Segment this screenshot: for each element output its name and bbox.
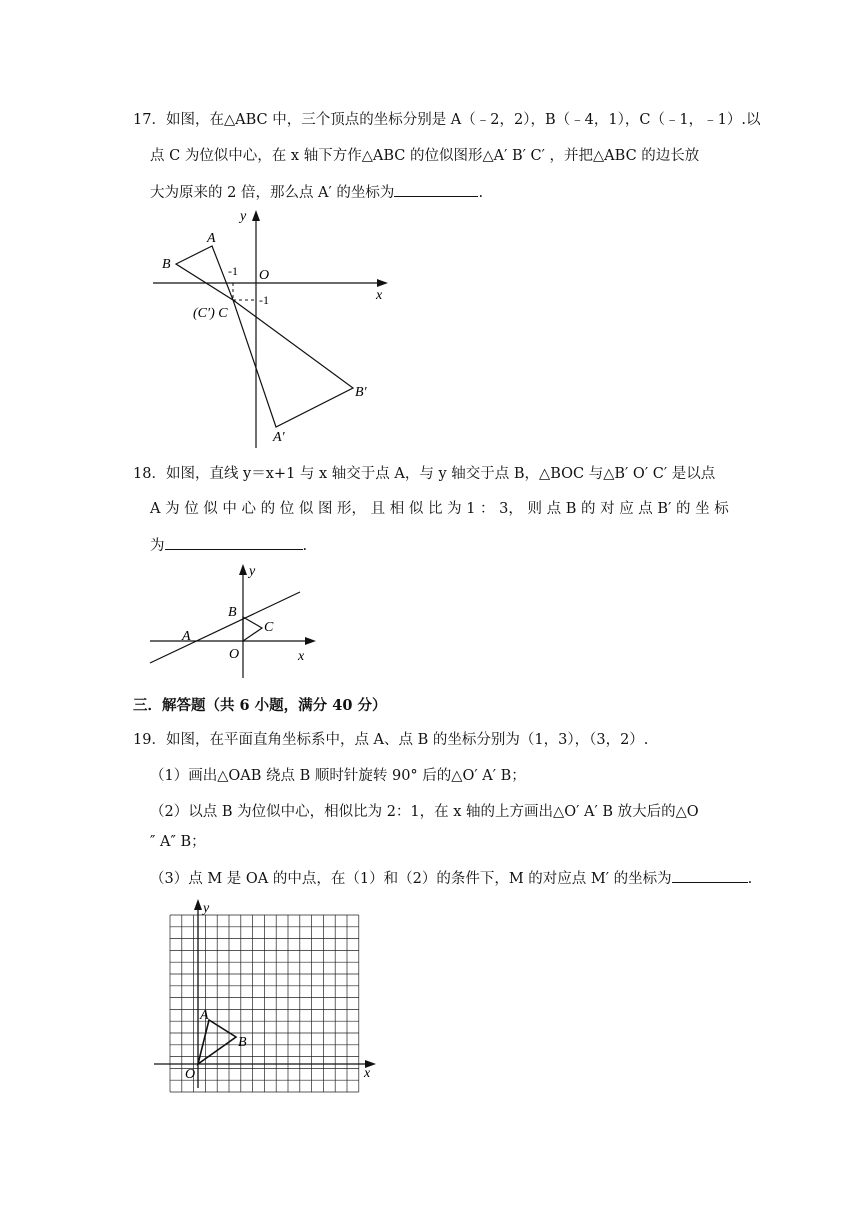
- q17-label-x: x: [376, 288, 383, 303]
- q17-label-c: (C′) C: [193, 306, 228, 321]
- q17-label-a: A: [207, 231, 216, 246]
- q17-label-a2: A′: [273, 430, 285, 445]
- q17-label-y: y: [240, 209, 247, 224]
- q19-label-x: x: [364, 1066, 371, 1081]
- q17-triangle-abc: [176, 246, 233, 300]
- q18-line-3-text: 为: [150, 538, 165, 554]
- q18-line-1: 18．如图，直线 y＝x+1 与 x 轴交于点 A，与 y 轴交于点 B，△BOC 与△B′ O′ C′ 是以点: [133, 466, 716, 482]
- q17-triangle-a2b2c2: [233, 300, 353, 427]
- q17-label-b2: B′: [355, 385, 367, 400]
- q19-part-1: （1）画出△OAB 绕点 B 顺时针旋转 90° 后的△O′ A′ B；: [150, 768, 526, 784]
- q19-part-3: [150, 867, 752, 889]
- q18-line-y-x-plus-1: [150, 592, 300, 663]
- q18-label-x: x: [298, 649, 305, 664]
- q17-x-axis-arrow-icon: [377, 279, 388, 287]
- q19-line-1: 19．如图，在平面直角坐标系中，点 A、点 B 的坐标分别为（1，3），（3，2）.: [133, 732, 649, 748]
- q17-line-1: 17．如图，在△ABC 中，三个顶点的坐标分别是 A（﹣2，2），B（﹣4，1），C（﹣1，﹣1）.以: [133, 112, 761, 128]
- q17-tick-x: -1: [228, 264, 238, 278]
- q17-line-2: 点 C 为位似中心，在 x 轴下方作△ABC 的位似图形△A′ B′ C′ ，并把△ABC 的边长放: [150, 148, 700, 164]
- q17-label-b: B: [162, 257, 171, 272]
- q18-label-origin: O: [229, 647, 240, 662]
- q17-label-origin: O: [259, 268, 270, 283]
- q18-line-3-end: .: [302, 538, 308, 554]
- q17-line-3: [150, 181, 483, 203]
- q19-part-3-end: .: [747, 871, 753, 887]
- q19-y-axis-arrow-icon: [194, 899, 202, 910]
- q18-triangle-boc: [243, 617, 262, 641]
- q19-part-2a: （2）以点 B 为位似中心，相似比为 2：1，在 x 轴的上方画出△O′ A′ B 放大后的△O: [150, 804, 699, 820]
- q19-answer-blank[interactable]: [672, 867, 748, 883]
- q19-label-b: B: [238, 1035, 247, 1050]
- q19-label-a: A: [200, 1008, 209, 1023]
- q18-figure: [145, 560, 325, 680]
- q19-part-2b: ″ A″ B；: [150, 834, 206, 850]
- q19-label-y: y: [203, 901, 210, 916]
- q18-line-3: [150, 534, 307, 556]
- section-3-title: 三．解答题（共 6 小题，满分 40 分）: [133, 697, 387, 714]
- q17-line-3-end: .: [478, 185, 484, 201]
- q19-part-3-text: （3）点 M 是 OA 的中点，在（1）和（2）的条件下，M 的对应点 M′ 的坐标为: [150, 871, 672, 887]
- q17-line-3-text: 大为原来的 2 倍，那么点 A′ 的坐标为: [150, 185, 395, 201]
- q17-y-axis-arrow-icon: [252, 210, 260, 221]
- q18-line-2: A 为 位 似 中 心 的 位 似 图 形， 且 相 似 比 为 1 ： 3， 则 点 B 的 对 应 点 B′ 的 坐 标: [150, 501, 729, 517]
- q19-label-origin: O: [185, 1067, 196, 1082]
- q17-figure: [150, 206, 390, 446]
- q17-answer-blank[interactable]: [394, 181, 478, 197]
- q18-answer-blank[interactable]: [165, 534, 303, 550]
- q19-figure: [150, 895, 380, 1095]
- q18-y-axis-arrow-icon: [239, 564, 247, 575]
- q18-label-a: A: [182, 629, 191, 644]
- q18-label-y: y: [249, 564, 256, 579]
- q18-label-c: C: [264, 620, 274, 635]
- q17-tick-y: -1: [259, 293, 269, 307]
- q18-label-b: B: [228, 605, 237, 620]
- q18-x-axis-arrow-icon: [305, 637, 316, 645]
